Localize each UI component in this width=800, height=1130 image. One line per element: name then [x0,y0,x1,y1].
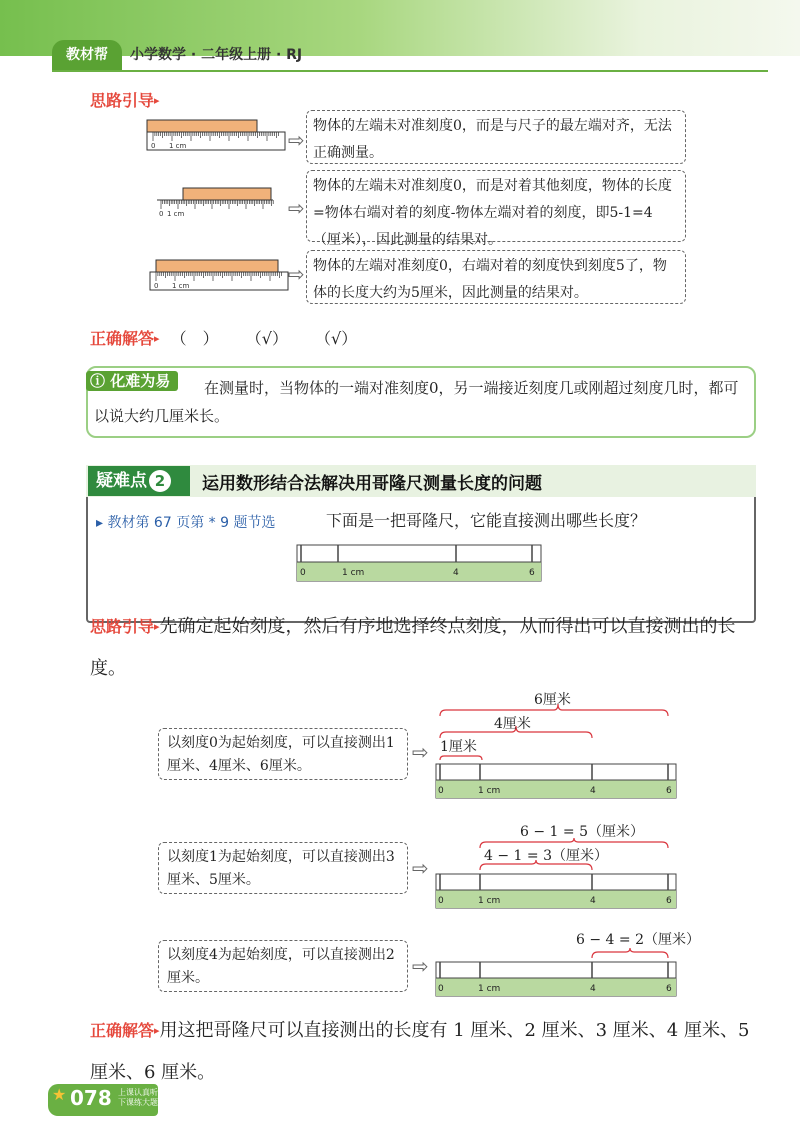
svg-text:0: 0 [151,142,156,150]
tick-label: 0 [438,896,444,906]
length-label: 6 − 4 = 2（厘米） [576,932,700,948]
brand-tab: 教材帮 [52,40,122,70]
tick-label: 6 [666,786,672,796]
tick-label: 6 [666,896,672,906]
ruler-diagram-2 [155,186,275,222]
tick-label: 1 cm [478,896,501,906]
tip-icon: ⓘ [90,372,106,390]
arrow-icon: ⇨ [288,196,305,220]
svg-text:1 cm: 1 cm [172,282,190,290]
tick-label: 1 cm [478,786,501,796]
tick-label: 1 cm [342,568,365,578]
tick-label: 4 [590,984,596,994]
source-ref: ▸ 教材第 67 页第 * 9 题节选 [96,515,276,531]
case-diagram-3 [430,926,710,998]
tick-label: 4 [453,568,459,578]
page-number: 078 [70,1086,112,1110]
case-box-2: 以刻度1为起始刻度，可以直接测出3厘米、5厘米。 [158,842,408,894]
length-label: 4 − 1 = 3（厘米） [484,848,608,864]
tick-label: 6 [666,984,672,994]
case-box-3: 以刻度4为起始刻度，可以直接测出2厘米。 [158,940,408,992]
case-diagram-2 [430,818,680,910]
length-label: 1厘米 [440,739,477,755]
case-box-1: 以刻度0为起始刻度，可以直接测出1厘米、4厘米、6厘米。 [158,728,408,780]
arrow-icon: ⇨ [288,262,305,286]
tick-label: 0 [300,568,306,578]
thinking-label-1: 思路引导▸ [90,91,160,110]
section-title: 运用数形结合法解决用哥隆尺测量长度的问题 [202,474,542,494]
arrow-icon: ⇨ [288,128,305,152]
question-text: 下面是一把哥隆尺，它能直接测出哪些长度？ [326,511,647,530]
length-label: 4厘米 [494,716,531,732]
header-rule [52,70,768,72]
tick-label: 6 [529,568,535,578]
golomb-ruler [296,544,542,582]
length-label: 6厘米 [534,692,571,708]
case-diagram-1 [430,688,680,800]
note-box-1: 物体的左端未对准刻度0，而是与尺子的最左端对齐，无法正确测量。 [306,110,686,164]
svg-text:0: 0 [159,210,164,218]
book-title: 小学数学 · 二年级上册 · RJ [130,47,303,63]
note-box-2: 物体的左端未对准刻度0，而是对着其他刻度，物体的长度=物体右端对着的刻度-物体左端对着的刻度，即5-1=4（厘米），因此测量的结果对。 [306,170,686,242]
tick-label: 0 [438,984,444,994]
tip-header: ⓘ 化难为易 [86,370,178,391]
length-label: 6 − 1 = 5（厘米） [520,824,644,840]
tick-label: 1 cm [478,984,501,994]
answer-line-1: 正确解答▸ （ ） （√） （√） [90,329,358,348]
footer-slogan: 上课认真听 下课练大题 [118,1088,158,1107]
note-box-3: 物体的左端对准刻度0，右端对着的刻度快到刻度5了，物体的长度大约为5厘米，因此测量的结果对。 [306,250,686,304]
mascot-icon: ★ [52,1085,67,1104]
arrow-icon: ⇨ [412,740,429,764]
tick-label: 4 [590,786,596,796]
answer-paragraph-2: 正确解答▸用这把哥隆尺可以直接测出的长度有 1 厘米、2 厘米、3 厘米、4 厘米、5 厘米、6 厘米。 [90,1020,750,1083]
difficulty-tag: 疑难点 2 [88,466,190,496]
tick-label: 4 [590,896,596,906]
ruler-diagram-3 [148,258,290,294]
arrow-icon: ⇨ [412,856,429,880]
ruler-diagram-1 [145,118,287,154]
svg-text:1 cm: 1 cm [169,142,187,150]
svg-text:1 cm: 1 cm [167,210,185,218]
arrow-icon: ⇨ [412,954,429,978]
tip-text: 在测量时，当物体的一端对准刻度0，另一端接近刻度几或刚超过刻度几时，都可以说大约几厘米长。 [94,379,739,425]
tick-label: 0 [438,786,444,796]
thinking-paragraph-2: 思路引导▸先确定起始刻度，然后有序地选择终点刻度，从而得出可以直接测出的长度。 [90,616,736,679]
svg-text:0: 0 [154,282,159,290]
